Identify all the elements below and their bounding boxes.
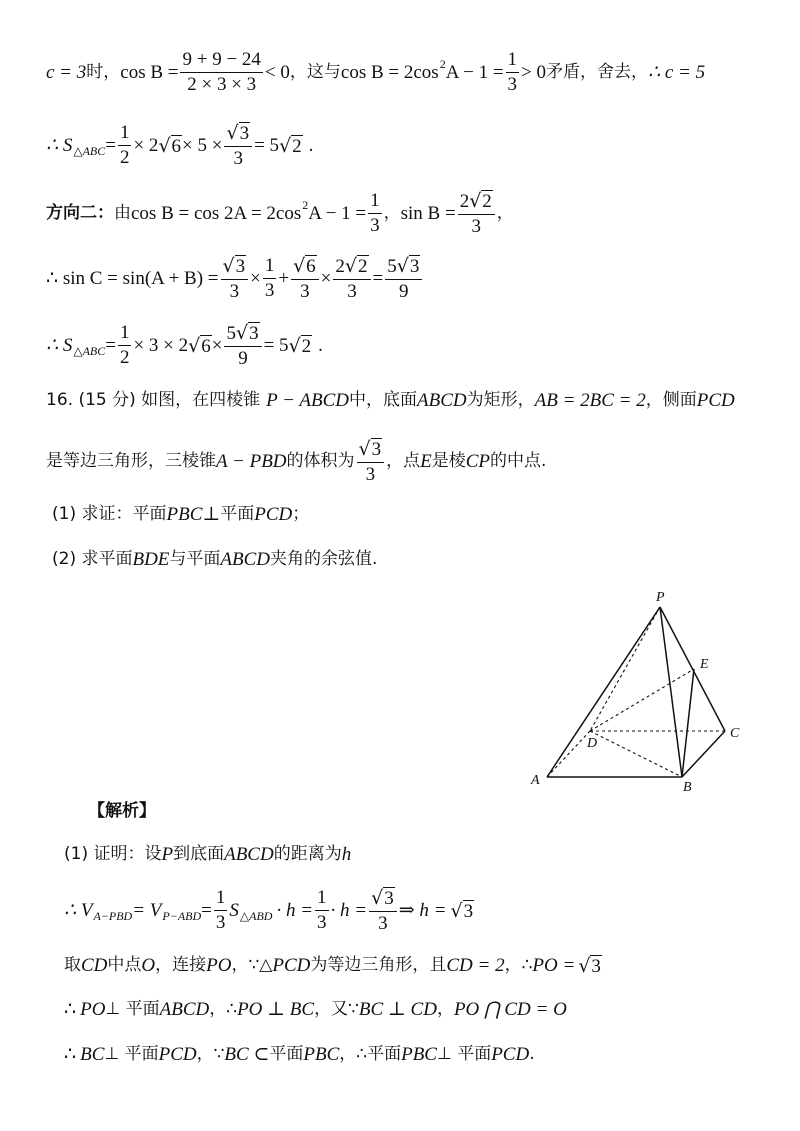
vertex-label-A: A	[531, 773, 540, 788]
q16-text-c: 为矩形，	[466, 390, 535, 410]
l5-math-pbc: PBC	[303, 1044, 340, 1065]
area2-line	[46, 322, 323, 369]
a1-math-h: h	[341, 844, 352, 865]
math-times: ×	[320, 267, 332, 289]
l5-text-d: 平面	[269, 1044, 304, 1064]
text-shi: 时，	[86, 61, 121, 82]
math-eq: =	[105, 134, 116, 156]
hidden-edge-DB	[590, 731, 682, 777]
a1-math-abcd: ABCD	[224, 844, 274, 865]
coefficient: 2	[459, 191, 470, 212]
radical-sign: √	[344, 255, 357, 277]
l5-text-f: ⊥ 平面	[436, 1044, 492, 1064]
subscript-triangle-abc: △ABC	[73, 144, 106, 159]
fraction-numerator: 1	[214, 888, 228, 911]
l4-text-b: ⊥ 平面	[105, 999, 160, 1019]
p1-text-a: (1) 求证：平面	[52, 504, 167, 524]
l3-text-c: ，连接	[155, 955, 207, 975]
radical-sign: √	[158, 134, 171, 157]
math-therefore-c5: ∴ c = 5	[648, 61, 706, 83]
q16-math-pcd: PCD	[696, 390, 735, 411]
fraction-one-third	[263, 256, 277, 301]
math-c-eq-3: c = 3	[46, 61, 87, 83]
radicand: 3	[409, 256, 420, 277]
pyramid-figure	[520, 585, 750, 800]
radical-sign: √	[188, 334, 201, 357]
l4-text-c: ，∴	[209, 999, 238, 1019]
sqrt-3	[226, 122, 250, 143]
solution-line-area1	[46, 122, 313, 169]
l3-math-po2: PO =	[532, 955, 576, 976]
p1-math-pbc: PBC	[166, 504, 203, 525]
sqrt-3	[359, 438, 383, 459]
sqrt-2	[345, 255, 369, 276]
radical-sign: √	[226, 122, 239, 144]
radical-sign: √	[371, 887, 384, 909]
fraction-one-third	[506, 50, 520, 95]
edge-PB	[660, 607, 682, 777]
analysis-step1	[64, 845, 351, 864]
math-times: ×	[250, 267, 261, 289]
math-times-2: × 2	[133, 134, 159, 156]
math-lt-0: < 0	[264, 61, 290, 83]
p2-math-abcd: ABCD	[220, 549, 271, 570]
l3-math-cd: CD	[81, 955, 108, 976]
a1-text-b: 到底面	[173, 844, 225, 864]
text-maodun: 矛盾，舍去，	[546, 61, 649, 82]
edge-PC	[660, 607, 725, 731]
fraction-half	[118, 323, 132, 368]
math-A-minus-1: A − 1 =	[308, 202, 367, 224]
fraction-numerator	[458, 190, 495, 215]
question16-part1	[52, 505, 309, 524]
l4-math-abcd: ABCD	[159, 999, 210, 1020]
fraction-denominator: 9	[399, 280, 409, 302]
fraction-denominator: 3	[264, 279, 275, 301]
radicand: 3	[591, 956, 601, 977]
sqrt-2	[279, 135, 303, 156]
radicand: 3	[239, 123, 250, 144]
fraction-denominator: 3	[347, 280, 357, 302]
p1-end: ；	[292, 504, 310, 524]
fraction-numerator	[385, 255, 422, 280]
perpendicular-line2	[64, 1045, 535, 1064]
radical-sign: √	[450, 899, 463, 922]
l5-math-pcd2: PCD	[491, 1044, 530, 1065]
question16-line1	[46, 391, 735, 410]
fraction-numerator	[369, 887, 397, 912]
fraction-cosB	[180, 50, 262, 95]
radicand: 3	[463, 900, 474, 922]
q16-text-a: 16. (15 分) 如图，在四棱锥	[46, 390, 261, 410]
superscript-2: 2	[439, 57, 446, 72]
fraction-denominator: 2 × 3 × 3	[187, 73, 257, 95]
q16-text-l2b: 的体积为	[286, 450, 355, 471]
l3-math-o: O	[141, 955, 156, 976]
math-therefore-S: ∴ S	[46, 334, 73, 356]
math-times-5: × 5 ×	[182, 134, 223, 156]
fraction-2sqrt2-over-3	[333, 255, 370, 302]
radical-sign: √	[293, 255, 306, 277]
math-gt-0: > 0	[521, 61, 547, 83]
sqrt-3	[223, 255, 247, 276]
l3-text-d: ，∵△	[231, 955, 273, 975]
math-eq-5: = 5	[254, 134, 280, 156]
math-dot-h: · h =	[330, 899, 368, 921]
analysis-label	[88, 803, 156, 820]
fraction-denominator: 3	[317, 911, 327, 933]
fraction-one-third	[368, 191, 382, 236]
math-sinC-lhs: ∴ sin C = sin(A + B) =	[46, 267, 219, 289]
perpendicular-line1	[64, 1000, 567, 1019]
fraction-numerator	[333, 255, 370, 280]
coefficient: 5	[387, 256, 397, 277]
q16-math-abcd: ABCD	[417, 390, 467, 411]
fraction-numerator: 1	[506, 50, 520, 73]
volume-equation	[64, 887, 474, 934]
p2-text-c: 夹角的余弦值.	[270, 549, 378, 569]
fraction-numerator	[291, 255, 319, 280]
math-dot: .	[308, 134, 314, 156]
sqrt-3	[450, 900, 474, 921]
l4-math-cap: PO ⋂ CD = O	[453, 999, 567, 1020]
l5-math-pbc2: PBC	[401, 1044, 437, 1065]
q16-math-ab: AB = 2BC = 2	[534, 390, 646, 411]
q16-math-apbd: A − PBD	[216, 450, 287, 472]
question16-part2	[52, 550, 377, 569]
l3-math-po: PO	[206, 955, 232, 976]
math-eq: =	[105, 334, 116, 356]
math-cosB-2cos: cos B = 2cos	[340, 61, 439, 83]
fraction-numerator	[357, 438, 385, 463]
radicand: 3	[371, 439, 382, 460]
vertex-label-B: B	[683, 780, 692, 795]
radicand: 6	[306, 256, 316, 277]
l3-math-cd2: CD = 2	[446, 955, 505, 976]
q16-text-l2c: ，点	[386, 450, 421, 471]
vertex-label-D: D	[587, 736, 598, 751]
fraction-numerator: 9 + 9 − 24	[180, 50, 262, 73]
fraction-sqrt3-over-3	[369, 887, 397, 934]
l5-text-g: .	[529, 1044, 535, 1064]
l4-therefore: ∴	[64, 999, 77, 1020]
p1-perp: ⊥	[202, 504, 221, 525]
fraction-denominator: 3	[471, 215, 481, 237]
math-S: S	[229, 899, 239, 921]
a1-text-a: (1) 证明：设	[64, 844, 162, 864]
text-comma: ，	[383, 202, 401, 223]
edge-BE	[682, 669, 694, 777]
l3-math-pcd: PCD	[272, 955, 311, 976]
l5-math-bc: BC	[80, 1044, 105, 1065]
radicand: 3	[384, 888, 394, 909]
math-eq-V: = V	[132, 899, 162, 921]
math-therefore-S: ∴ S	[46, 134, 73, 156]
math-eq-5: = 5	[263, 334, 289, 356]
q16-text-b: 中，底面	[349, 390, 418, 410]
math-implies-h: ⇒ h =	[398, 899, 447, 921]
q16-text-l2e: 的中点.	[490, 450, 547, 471]
subscript-triangle-abd: △ABD	[239, 909, 273, 924]
l5-text-b: ⊥ 平面	[104, 1044, 159, 1064]
fraction-denominator: 3	[300, 280, 310, 302]
l4-math-po-bc: PO ⊥ BC	[237, 999, 315, 1020]
l4-text-d: ，又∵	[314, 999, 359, 1019]
p2-math-bde: BDE	[132, 549, 170, 570]
sqrt-3	[578, 955, 602, 976]
p1-text-b: 平面	[220, 504, 255, 524]
fraction-numerator	[224, 322, 261, 347]
radicand: 2	[482, 191, 492, 212]
radical-sign: √	[396, 255, 409, 277]
math-cos-expr: cos B = cos 2A = 2cos	[131, 202, 302, 224]
math-A-minus-1: A − 1 =	[445, 61, 504, 83]
math-therefore-V: ∴ V	[64, 899, 93, 921]
fraction-denominator: 3	[365, 463, 376, 485]
solution-line-c3	[46, 50, 705, 95]
sqrt-6	[158, 135, 182, 156]
fraction-sqrt3-over-3	[224, 122, 252, 169]
radicand: 2	[292, 135, 302, 157]
sqrt-3	[236, 322, 260, 343]
fraction-numerator: 1	[118, 123, 132, 146]
fraction-denominator: 9	[238, 347, 248, 369]
hidden-edge-PD	[590, 607, 660, 731]
text-you: 由	[114, 202, 131, 223]
sinC-line	[46, 255, 424, 302]
sqrt-3	[371, 887, 395, 908]
midpoint-line	[64, 955, 602, 976]
vertex-label-P: P	[656, 590, 665, 605]
math-dot: .	[318, 334, 323, 356]
radicand: 2	[301, 335, 312, 357]
vertex-label-C: C	[730, 726, 740, 741]
math-eq: =	[201, 899, 212, 921]
radical-sign: √	[235, 322, 249, 344]
fraction-denominator: 3	[229, 280, 240, 302]
fraction-numerator: 1	[368, 191, 382, 214]
question16-line2	[46, 438, 546, 485]
fraction-5sqrt3-over-9	[224, 322, 261, 369]
sqrt-6	[188, 335, 212, 356]
l3-text-a: 取	[64, 955, 81, 975]
sqrt-6	[293, 255, 317, 276]
math-times: ×	[211, 334, 223, 356]
radicand: 2	[358, 256, 368, 277]
q16-math-e: E	[420, 450, 432, 472]
math-plus: +	[278, 267, 290, 289]
fraction-numerator	[224, 122, 252, 147]
math-dot-h: · h =	[276, 899, 314, 921]
math-cosB-eq: cos B =	[120, 61, 179, 83]
superscript-2: 2	[302, 198, 309, 213]
coefficient: 5	[226, 323, 236, 344]
math-eq: =	[372, 267, 384, 289]
fraction-denominator: 3	[215, 911, 226, 933]
radical-sign: √	[222, 255, 235, 277]
p2-text-a: (2) 求平面	[52, 549, 133, 569]
radical-sign: √	[288, 334, 301, 357]
radicand: 3	[235, 256, 246, 277]
radical-sign: √	[469, 190, 482, 212]
radical-sign: √	[578, 955, 591, 977]
hidden-edge-AD	[547, 731, 590, 777]
fraction-half	[118, 123, 132, 168]
fraction-denominator: 3	[370, 214, 380, 236]
p2-text-b: 与平面	[169, 549, 221, 569]
fraction-numerator	[221, 255, 249, 280]
radicand: 6	[201, 335, 211, 357]
l4-text-e: ，	[436, 999, 454, 1019]
hidden-edge-DE	[590, 669, 694, 731]
text-comma-end: ，	[496, 202, 514, 223]
math-times-3-times-2: × 3 × 2	[133, 334, 189, 356]
radicand: 6	[171, 135, 182, 157]
a1-text-c: 的距离为	[273, 844, 342, 864]
fraction-one-third	[315, 888, 329, 933]
subscript-triangle-abc: △ABC	[73, 344, 106, 359]
fraction-denominator: 3	[378, 912, 388, 934]
fraction-denominator: 3	[233, 147, 244, 169]
l5-text-e: ，∴平面	[339, 1044, 402, 1064]
q16-math-pabcd: P − ABCD	[266, 390, 350, 411]
fraction-2sqrt2-over-3	[458, 190, 495, 237]
l3-text-b: 中点	[107, 955, 142, 975]
method2-line	[46, 190, 514, 237]
fraction-5sqrt3-over-9	[385, 255, 422, 302]
l3-text-e: 为等边三角形，且	[310, 955, 447, 975]
fraction-numerator: 1	[315, 888, 329, 911]
vertex-label-E: E	[700, 657, 709, 672]
edge-BC	[682, 731, 725, 777]
fraction-denominator: 3	[507, 73, 518, 95]
a1-math-p: P	[161, 844, 174, 865]
sqrt-2	[469, 190, 493, 211]
sqrt-2	[289, 335, 313, 356]
fraction-sqrt3-over-3	[221, 255, 249, 302]
q16-text-l2a: 是等边三角形，三棱锥	[46, 450, 216, 471]
subscript-a-pbd: A−PBD	[93, 909, 133, 924]
text-zheyu: ，这与	[289, 61, 341, 82]
l4-math-bc-cd: BC ⊥ CD	[358, 999, 437, 1020]
edge-PA	[547, 607, 660, 777]
fraction-denominator: 2	[119, 146, 130, 168]
l5-math-pcd: PCD	[158, 1044, 197, 1065]
radical-sign: √	[279, 134, 292, 157]
coefficient: 2	[335, 256, 345, 277]
l4-math-po: PO	[80, 999, 106, 1020]
l3-text-f: ，∴	[504, 955, 533, 975]
math-sinB: sin B =	[400, 202, 456, 224]
q16-math-cp: CP	[465, 450, 491, 472]
p1-math-pcd: PCD	[254, 504, 293, 525]
method2-label: 方向二：	[46, 202, 114, 223]
analysis-heading: 【解析】	[88, 801, 156, 821]
fraction-denominator: 2	[119, 346, 130, 368]
sqrt-3	[397, 255, 421, 276]
l5-math-bc2: BC ⊂	[224, 1044, 270, 1065]
fraction-sqrt6-over-3	[291, 255, 319, 302]
radical-sign: √	[358, 438, 371, 460]
l5-therefore: ∴	[64, 1044, 77, 1065]
fraction-numerator: 1	[118, 323, 132, 346]
q16-text-d: ，侧面	[645, 390, 697, 410]
l5-text-c: ，∵	[196, 1044, 225, 1064]
fraction-one-third	[214, 888, 228, 933]
fraction-numerator: 1	[263, 256, 277, 279]
subscript-p-abd: P−ABD	[162, 909, 202, 924]
fraction-sqrt3-over-3	[357, 438, 385, 485]
radicand: 3	[249, 323, 259, 344]
q16-text-l2d: 是棱	[431, 450, 466, 471]
